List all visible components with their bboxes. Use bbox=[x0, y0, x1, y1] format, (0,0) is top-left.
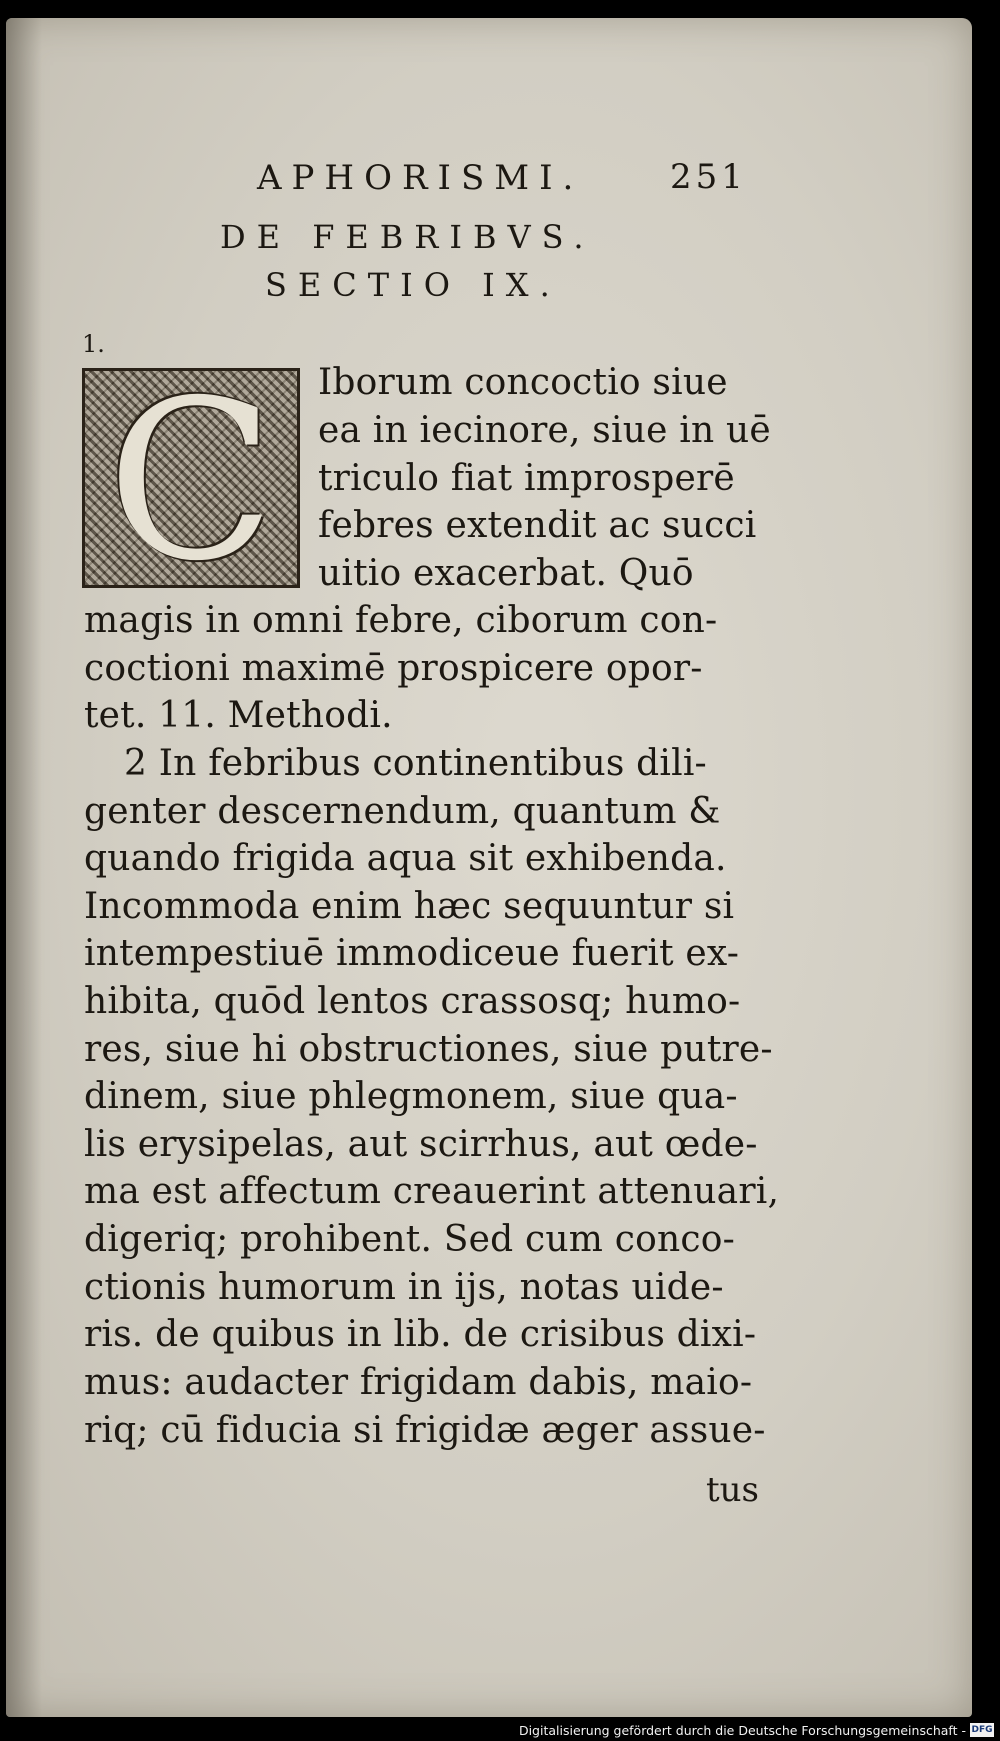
text-line: magis in omni febre, ciborum con- bbox=[84, 600, 718, 641]
text-line: Incommoda enim hæc sequuntur si bbox=[84, 886, 735, 927]
text-line: digeriq; prohibent. Sed cum conco- bbox=[84, 1219, 735, 1260]
text-line: dinem, siue phlegmonem, siue qua- bbox=[84, 1076, 738, 1117]
text-line: febres extendit ac succi bbox=[318, 505, 757, 546]
decorated-initial bbox=[82, 368, 300, 588]
aphorism-number: 1. bbox=[82, 330, 105, 358]
page-number: 251 bbox=[670, 157, 747, 197]
initial-letter: C bbox=[106, 368, 276, 588]
text-line: ma est affectum creauerint attenuari, bbox=[84, 1171, 780, 1212]
text-line: intempestiuē immodiceue fuerit ex- bbox=[84, 933, 740, 974]
text-line: triculo fiat improsperē bbox=[318, 458, 735, 499]
text-line: 2 In febribus continentibus dili- bbox=[124, 743, 707, 784]
digitization-footer bbox=[0, 1720, 1000, 1741]
text-line: ctionis humorum in ijs, notas uide- bbox=[84, 1267, 724, 1308]
text-line: mus: audacter frigidam dabis, maio- bbox=[84, 1362, 753, 1403]
chapter-title: DE FEBRIBVS. bbox=[220, 218, 595, 256]
text-line: quando frigida aqua sit exhibenda. bbox=[84, 838, 727, 879]
text-line: res, siue hi obstructiones, siue putre- bbox=[84, 1029, 773, 1070]
text-line: ea in iecinore, siue in uē bbox=[318, 410, 771, 451]
running-title: APHORISMI. bbox=[257, 158, 584, 198]
funding-credit: Digitalisierung gefördert durch die Deutsche Forschungsgemeinschaft - bbox=[518, 1723, 966, 1738]
text-line: hibita, quōd lentos crassosq; humo- bbox=[84, 981, 741, 1022]
text-line: riq; cū fiducia si frigidæ æger assue- bbox=[84, 1410, 766, 1451]
text-line: Iborum concoctio siue bbox=[318, 362, 728, 403]
text-line: lis erysipelas, aut scirrhus, aut œde- bbox=[84, 1124, 758, 1165]
section-heading: SECTIO IX. bbox=[265, 266, 561, 304]
gutter-shadow bbox=[6, 18, 42, 1717]
dfg-logo-icon: DFG bbox=[971, 1725, 993, 1735]
text-line: coctioni maximē prospicere opor- bbox=[84, 648, 703, 689]
text-line: uitio exacerbat. Quō bbox=[318, 553, 694, 594]
text-line: genter descernendum, quantum & bbox=[84, 791, 721, 832]
catchword: tus bbox=[706, 1470, 760, 1510]
text-line: tet. 11. Methodi. bbox=[84, 695, 393, 736]
text-line: ris. de quibus in lib. de crisibus dixi- bbox=[84, 1314, 757, 1355]
